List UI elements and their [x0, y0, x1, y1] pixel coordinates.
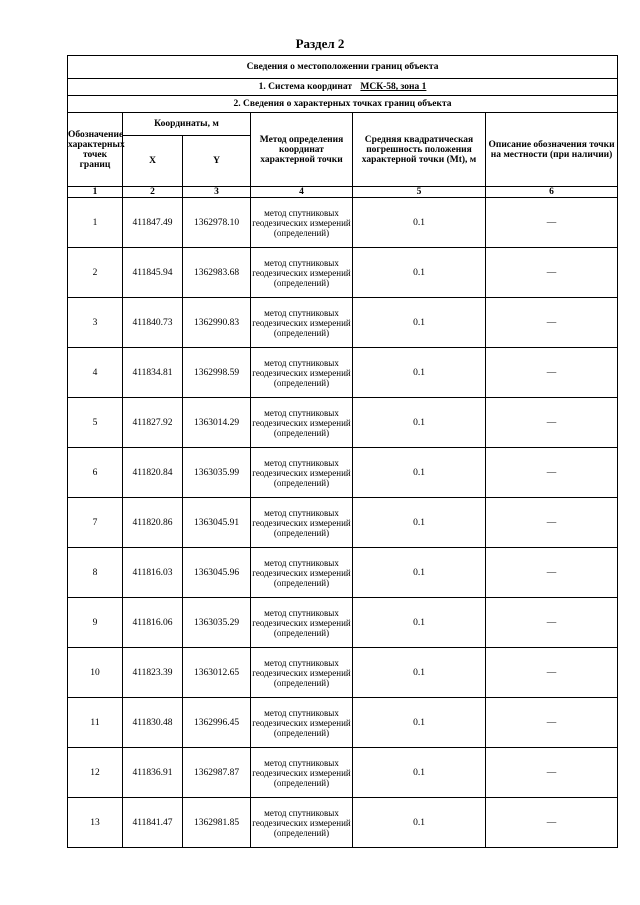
- y-coordinate-cell: 1362990.83: [183, 298, 251, 348]
- table-row: [68, 298, 618, 348]
- y-coordinate-cell: 1363035.99: [183, 448, 251, 498]
- description-cell: —: [486, 698, 618, 748]
- table-row: [68, 248, 618, 298]
- x-coordinate-cell: 411823.39: [123, 648, 183, 698]
- description-cell: —: [486, 548, 618, 598]
- x-coordinate-cell: 411845.94: [123, 248, 183, 298]
- table-row: [68, 198, 618, 248]
- description-cell: —: [486, 248, 618, 298]
- point-id-cell: 3: [68, 298, 123, 348]
- points-section-title: 2. Сведения о характерных точках границ объекта: [68, 96, 618, 113]
- point-id-cell: 7: [68, 498, 123, 548]
- table-title: Сведения о местоположении границ объекта: [68, 56, 618, 79]
- description-cell: —: [486, 198, 618, 248]
- point-id-cell: 6: [68, 448, 123, 498]
- accuracy-cell: 0.1: [353, 298, 486, 348]
- boundary-points-table: [67, 55, 618, 848]
- table-row: [68, 798, 618, 848]
- accuracy-cell: 0.1: [353, 198, 486, 248]
- x-coordinate-cell: 411816.06: [123, 598, 183, 648]
- point-id-cell: 9: [68, 598, 123, 648]
- x-coordinate-cell: 411840.73: [123, 298, 183, 348]
- y-coordinate-cell: 1362983.68: [183, 248, 251, 298]
- accuracy-cell: 0.1: [353, 448, 486, 498]
- table-row: [68, 598, 618, 648]
- accuracy-cell: 0.1: [353, 248, 486, 298]
- section-title: Раздел 2: [295, 36, 345, 51]
- table-row: [68, 348, 618, 398]
- accuracy-cell: 0.1: [353, 548, 486, 598]
- header-method: Метод определения координат характерной точки: [251, 113, 353, 187]
- y-coordinate-cell: 1362987.87: [183, 748, 251, 798]
- point-id-cell: 13: [68, 798, 123, 848]
- y-coordinate-cell: 1362998.59: [183, 348, 251, 398]
- description-cell: —: [486, 348, 618, 398]
- accuracy-cell: 0.1: [353, 798, 486, 848]
- description-cell: —: [486, 298, 618, 348]
- method-cell: метод спутниковых геодезических измерений (определений): [251, 448, 353, 498]
- y-coordinate-cell: 1363014.29: [183, 398, 251, 448]
- x-coordinate-cell: 411847.49: [123, 198, 183, 248]
- method-cell: метод спутниковых геодезических измерений (определений): [251, 498, 353, 548]
- method-cell: метод спутниковых геодезических измерений (определений): [251, 248, 353, 298]
- header-y: Y: [183, 136, 251, 187]
- method-cell: метод спутниковых геодезических измерений (определений): [251, 298, 353, 348]
- x-coordinate-cell: 411830.48: [123, 698, 183, 748]
- description-cell: —: [486, 648, 618, 698]
- x-coordinate-cell: 411841.47: [123, 798, 183, 848]
- y-coordinate-cell: 1363012.65: [183, 648, 251, 698]
- table-row: [68, 648, 618, 698]
- description-cell: —: [486, 798, 618, 848]
- description-cell: —: [486, 448, 618, 498]
- x-coordinate-cell: 411834.81: [123, 348, 183, 398]
- y-coordinate-cell: 1362978.10: [183, 198, 251, 248]
- header-coordinates: Координаты, м: [123, 113, 251, 136]
- description-cell: —: [486, 598, 618, 648]
- column-number: 5: [353, 187, 486, 198]
- point-id-cell: 8: [68, 548, 123, 598]
- header-description: Описание обозначения точки на местности (при наличии): [486, 113, 618, 187]
- method-cell: метод спутниковых геодезических измерений (определений): [251, 348, 353, 398]
- column-number: 3: [183, 187, 251, 198]
- description-cell: —: [486, 498, 618, 548]
- x-coordinate-cell: 411820.86: [123, 498, 183, 548]
- column-number: 1: [68, 187, 123, 198]
- point-id-cell: 11: [68, 698, 123, 748]
- method-cell: метод спутниковых геодезических измерений (определений): [251, 198, 353, 248]
- x-coordinate-cell: 411836.91: [123, 748, 183, 798]
- point-id-cell: 2: [68, 248, 123, 298]
- table-row: [68, 498, 618, 548]
- header-x: X: [123, 136, 183, 187]
- coordinate-system-label: 1. Система координат: [258, 82, 353, 92]
- point-id-cell: 4: [68, 348, 123, 398]
- table-row: [68, 548, 618, 598]
- method-cell: метод спутниковых геодезических измерений (определений): [251, 698, 353, 748]
- point-id-cell: 1: [68, 198, 123, 248]
- coordinate-system-value: МСК-58, зона 1: [360, 82, 427, 92]
- y-coordinate-cell: 1363035.29: [183, 598, 251, 648]
- accuracy-cell: 0.1: [353, 398, 486, 448]
- column-number: 6: [486, 187, 618, 198]
- accuracy-cell: 0.1: [353, 598, 486, 648]
- accuracy-cell: 0.1: [353, 348, 486, 398]
- table-row: [68, 398, 618, 448]
- x-coordinate-cell: 411816.03: [123, 548, 183, 598]
- y-coordinate-cell: 1363045.91: [183, 498, 251, 548]
- y-coordinate-cell: 1362981.85: [183, 798, 251, 848]
- x-coordinate-cell: 411820.84: [123, 448, 183, 498]
- table-row: [68, 748, 618, 798]
- header-point-designation: Обозначение характерных точек границ: [68, 113, 123, 187]
- method-cell: метод спутниковых геодезических измерений (определений): [251, 798, 353, 848]
- column-number: 2: [123, 187, 183, 198]
- column-number: 4: [251, 187, 353, 198]
- coordinate-system-row: [68, 79, 618, 96]
- point-id-cell: 5: [68, 398, 123, 448]
- accuracy-cell: 0.1: [353, 648, 486, 698]
- method-cell: метод спутниковых геодезических измерений (определений): [251, 748, 353, 798]
- point-id-cell: 12: [68, 748, 123, 798]
- y-coordinate-cell: 1362996.45: [183, 698, 251, 748]
- accuracy-cell: 0.1: [353, 698, 486, 748]
- method-cell: метод спутниковых геодезических измерений (определений): [251, 548, 353, 598]
- header-accuracy: Средняя квадратическая погрешность положения характерной точки (Mt), м: [353, 113, 486, 187]
- method-cell: метод спутниковых геодезических измерений (определений): [251, 648, 353, 698]
- description-cell: —: [486, 398, 618, 448]
- method-cell: метод спутниковых геодезических измерений (определений): [251, 598, 353, 648]
- method-cell: метод спутниковых геодезических измерений (определений): [251, 398, 353, 448]
- description-cell: —: [486, 748, 618, 798]
- accuracy-cell: 0.1: [353, 498, 486, 548]
- y-coordinate-cell: 1363045.96: [183, 548, 251, 598]
- x-coordinate-cell: 411827.92: [123, 398, 183, 448]
- table-row: [68, 698, 618, 748]
- point-id-cell: 10: [68, 648, 123, 698]
- table-row: [68, 448, 618, 498]
- accuracy-cell: 0.1: [353, 748, 486, 798]
